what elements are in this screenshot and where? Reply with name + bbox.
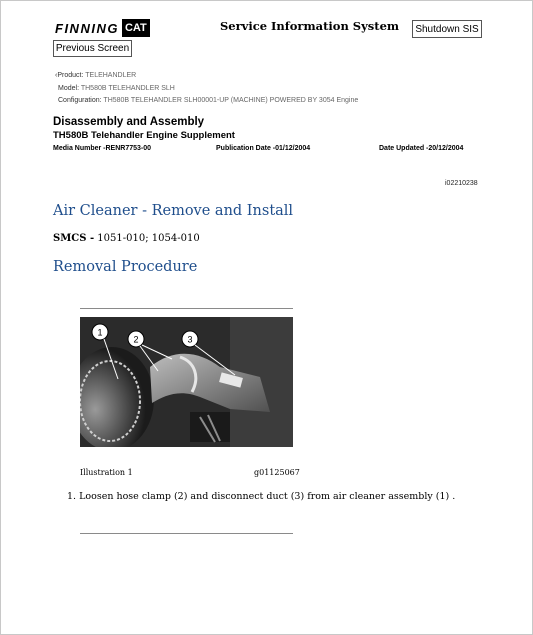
shutdown-sis-button[interactable]: Shutdown SIS	[412, 20, 482, 38]
system-title: Service Information System	[220, 19, 400, 33]
media-number: Media Number -RENR7753-00	[53, 145, 152, 152]
smcs-label: SMCS -	[53, 233, 95, 244]
divider-bottom	[80, 533, 293, 534]
section-title: Disassembly and Assembly	[53, 116, 205, 128]
illustration-caption: Illustration 1	[80, 468, 133, 477]
publication-date: Publication Date -01/12/2004	[216, 145, 311, 152]
divider-top	[80, 308, 293, 309]
product-link[interactable]: TELEHANDLER	[85, 72, 137, 79]
product-row	[55, 70, 358, 83]
document-id: i02210238	[445, 180, 478, 187]
smcs-values: 1051-010; 1054-010	[97, 233, 200, 244]
document-title: TH580B Telehandler Engine Supplement	[53, 130, 235, 141]
back-chevron-icon[interactable]: ‹	[55, 72, 58, 79]
product-key: Product:	[57, 72, 84, 79]
smcs-codes	[53, 233, 200, 244]
callout-2: 2	[133, 334, 139, 345]
logo-text: FINNING	[55, 20, 119, 36]
model-link[interactable]: TH580B TELEHANDLER SLH	[80, 84, 175, 92]
previous-screen-button[interactable]: Previous Screen	[53, 40, 132, 57]
cat-badge: CAT	[122, 19, 150, 37]
configuration-key: Configuration:	[58, 97, 102, 104]
finning-cat-logo	[55, 17, 150, 39]
model-key: Model:	[58, 84, 80, 92]
configuration-row	[55, 95, 358, 108]
air-cleaner-illustration	[80, 317, 293, 447]
illustration-id: g01125067	[254, 468, 300, 477]
procedure-heading: Air Cleaner - Remove and Install	[53, 203, 294, 219]
model-row	[55, 83, 358, 96]
date-updated: Date Updated -20/12/2004	[379, 145, 464, 152]
callout-3: 3	[187, 334, 193, 345]
procedure-step-1: 1. Loosen hose clamp (2) and disconnect duct (3) from air cleaner assembly (1) .	[67, 491, 456, 502]
callout-1: 1	[97, 327, 103, 338]
configuration-value: TH580B TELEHANDLER SLH00001-UP (MACHINE) POWERED BY 3054 Engine	[103, 97, 359, 104]
removal-procedure-heading: Removal Procedure	[53, 259, 198, 275]
breadcrumb	[55, 70, 358, 108]
